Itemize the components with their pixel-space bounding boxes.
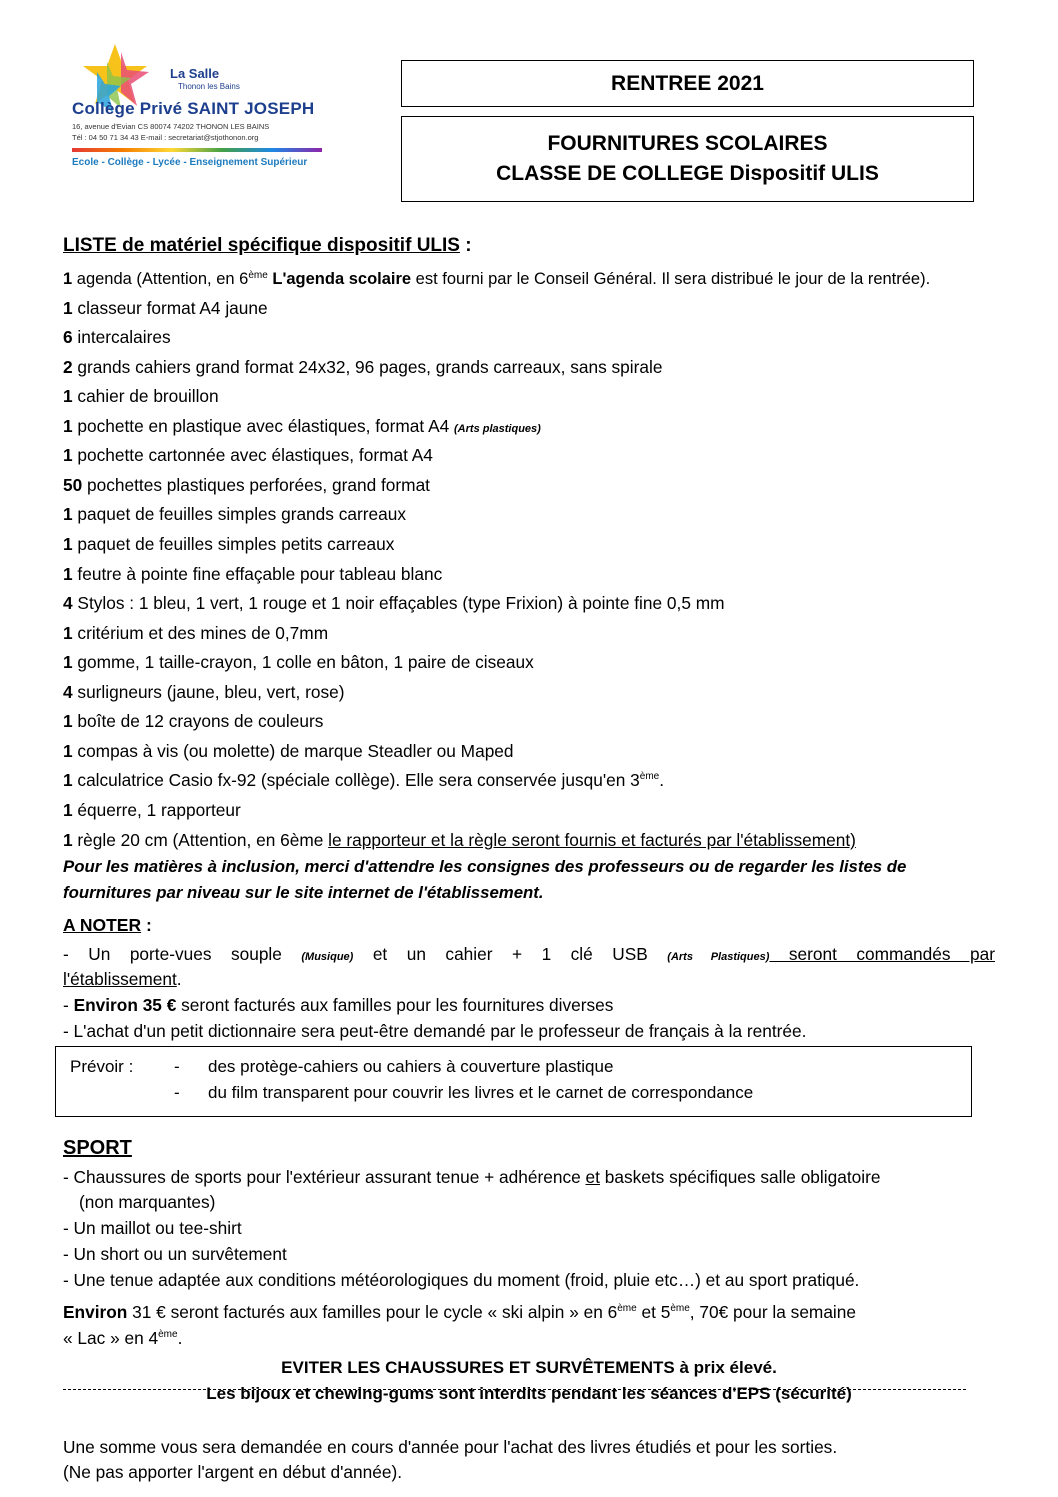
item-qty: 1 (63, 386, 73, 406)
sport-line-1-cont: (non marquantes) (79, 1192, 216, 1212)
list-item (63, 710, 323, 732)
inclusion-note-1: Pour les matières à inclusion, merci d'attendre les consignes des professeurs ou de regarder les listes de (63, 857, 907, 876)
item-text: agenda (Attention, en 6 (72, 270, 249, 288)
prevoir-item: du film transparent pour couvrir les livres et le carnet de correspondance (208, 1083, 754, 1102)
a-noter-colon: : (141, 915, 152, 935)
item-text: intercalaires (72, 327, 171, 347)
sport-cost-text: « Lac » en 4 (63, 1328, 159, 1348)
prevoir-dash: - (174, 1083, 180, 1102)
a-noter-note-arts: (Arts Plastiques) (667, 951, 770, 963)
list-item (63, 503, 406, 525)
item-underlined: le rapporteur et la règle seront fournis et facturés par l'établissement) (328, 830, 856, 850)
logo-lasalle: La Salle (170, 66, 220, 81)
a-noter-text: - (63, 995, 74, 1015)
sport-cost-text: 31 € seront facturés aux familles pour le cycle « ski alpin » en 6 (127, 1302, 618, 1322)
item-text: gomme, 1 taille-crayon, 1 colle en bâton, 1 paire de ciseaux (72, 652, 534, 672)
item-sup: ème (248, 270, 268, 281)
sport-line-1 (63, 1166, 880, 1188)
a-noter-underlined: seront commandés par (769, 944, 995, 964)
item-text: classeur format A4 jaune (72, 298, 268, 318)
logo-contact: Tél : 04 50 71 34 43 E-mail : secretariat@stjothonon.org (72, 133, 259, 142)
list-item (63, 533, 394, 555)
item-qty: 6 (63, 327, 73, 347)
item-text: critérium et des mines de 0,7mm (72, 623, 329, 643)
inclusion-note-2: fournitures par niveau sur le site internet de l'établissement. (63, 883, 544, 902)
sport-cost-1 (63, 1301, 856, 1323)
list-item (63, 651, 534, 673)
list-item (63, 563, 442, 585)
item-text: pochette cartonnée avec élastiques, format A4 (72, 445, 433, 465)
a-noter-title: A NOTER (63, 915, 142, 935)
dashed-separator (63, 1389, 966, 1390)
item-text: Stylos : 1 bleu, 1 vert, 1 rouge et 1 noir effaçables (type Frixion) à pointe fine 0,5 mm (72, 593, 725, 613)
list-item (63, 415, 541, 440)
sport-cost-2 (63, 1327, 182, 1349)
item-qty: 1 (63, 623, 73, 643)
list-item (63, 829, 856, 851)
sport-cost-text: et 5 (636, 1302, 671, 1322)
sport-text: - Chaussures de sports pour l'extérieur assurant tenue + adhérence (63, 1167, 586, 1187)
item-qty: 1 (63, 800, 73, 820)
list-item (63, 444, 433, 466)
list-item (63, 799, 241, 821)
list-item (63, 356, 662, 378)
prevoir-label: Prévoir : (70, 1057, 134, 1076)
sport-cost-text: . (177, 1328, 183, 1348)
a-noter-text: et un cahier + 1 clé USB (353, 944, 668, 964)
prevoir-box (55, 1046, 972, 1117)
item-text: grands cahiers grand format 24x32, 96 pages, grands carreaux, sans spirale (72, 357, 663, 377)
a-noter-bold: Environ 35 € (73, 995, 177, 1015)
prevoir-dash: - (174, 1057, 180, 1076)
liste-title-colon: : (459, 235, 472, 256)
item-qty: 1 (63, 298, 73, 318)
item-sup: ème (639, 771, 660, 782)
item-text: paquet de feuilles simples petits carreaux (72, 534, 395, 554)
logo-college-name: Collège Privé SAINT JOSEPH (72, 99, 315, 118)
a-noter-note-musique: (Musique) (301, 951, 354, 963)
item-text: calculatrice Casio fx-92 (spéciale collège). Elle sera conservée jusqu'en 3 (72, 770, 640, 790)
a-noter-text: - Un porte-vues souple (63, 944, 302, 964)
item-qty: 1 (63, 564, 73, 584)
warning-shoes: EVITER LES CHAUSSURES ET SURVÊTEMENTS à prix élevé. (281, 1358, 777, 1377)
sport-text: baskets spécifiques salle obligatoire (599, 1167, 881, 1187)
liste-title: LISTE de matériel spécifique dispositif ULIS (63, 235, 460, 256)
list-item (63, 592, 725, 614)
item-qty: 1 (63, 770, 73, 790)
rentree-title: RENTREE 2021 (611, 72, 764, 95)
a-noter-line-2 (63, 968, 182, 990)
item-qty: 4 (63, 682, 73, 702)
list-item (63, 474, 430, 496)
list-item (63, 297, 268, 319)
item-qty: 1 (63, 445, 73, 465)
list-item (63, 769, 664, 791)
item-qty: 1 (63, 416, 73, 436)
item-text: compas à vis (ou molette) de marque Steadler ou Maped (72, 741, 514, 761)
sport-cost-sup: ème (158, 1329, 178, 1340)
list-item (63, 740, 514, 762)
item-qty: 1 (63, 270, 73, 288)
logo-levels: Ecole - Collège - Lycée - Enseignement Supérieur (72, 157, 308, 168)
item-qty: 1 (63, 830, 73, 850)
school-logo (72, 42, 332, 182)
sport-line-3: - Un short ou un survêtement (63, 1244, 287, 1264)
prevoir-item: des protège-cahiers ou cahiers à couverture plastique (208, 1057, 614, 1076)
sport-line-2: - Un maillot ou tee-shirt (63, 1218, 242, 1238)
item-note: (Arts plastiques) (454, 423, 541, 435)
liste-heading (63, 235, 472, 257)
item-text: pochettes plastiques perforées, grand format (82, 475, 430, 495)
a-noter-line-3 (63, 994, 613, 1016)
logo-color-bar (72, 148, 322, 152)
item-text: feutre à pointe fine effaçable pour tableau blanc (72, 564, 443, 584)
item-text: surligneurs (jaune, bleu, vert, rose) (72, 682, 345, 702)
fournitures-box (401, 116, 974, 202)
a-noter-text: . (176, 969, 182, 989)
item-qty: 2 (63, 357, 73, 377)
item-qty: 1 (63, 711, 73, 731)
item-text: équerre, 1 rapporteur (72, 800, 241, 820)
sport-cost-bold: Environ (63, 1302, 128, 1322)
list-item (63, 326, 171, 348)
item-text: boîte de 12 crayons de couleurs (72, 711, 324, 731)
item-qty: 1 (63, 652, 73, 672)
list-item (63, 268, 930, 290)
item-text: pochette en plastique avec élastiques, format A4 (72, 416, 455, 436)
item-qty: 1 (63, 741, 73, 761)
a-noter-line-1 (63, 943, 995, 968)
logo-city: Thonon les Bains (178, 82, 240, 91)
a-noter-text: seront facturés aux familles pour les fournitures diverses (176, 995, 614, 1015)
list-item (63, 681, 344, 703)
footer-line-1: Une somme vous sera demandée en cours d'année pour l'achat des livres étudiés et pour les sorties. (63, 1437, 838, 1457)
sport-line-4: - Une tenue adaptée aux conditions météorologiques du moment (froid, pluie etc…) et au sport pratiqué. (63, 1270, 860, 1290)
sport-title: SPORT (63, 1137, 132, 1159)
item-text: règle 20 cm (Attention, en 6ème (72, 830, 329, 850)
sport-cost-text: , 70€ pour la semaine (689, 1302, 856, 1322)
item-rest: . (659, 770, 665, 790)
item-qty: 50 (63, 475, 83, 495)
item-qty: 1 (63, 504, 73, 524)
rentree-box (401, 60, 974, 107)
warning-jewelry: Les bijoux et chewing-gums sont interdits pendant les séances d'EPS (sécurité) (206, 1384, 852, 1403)
item-text: cahier de brouillon (72, 386, 219, 406)
item-text: paquet de feuilles simples grands carreaux (72, 504, 406, 524)
sport-cost-sup: ème (617, 1303, 637, 1314)
item-rest: est fourni par le Conseil Général. Il sera distribué le jour de la rentrée). (411, 270, 931, 288)
logo-address: 16, avenue d'Evian CS 80074 74202 THONON LES BAINS (72, 122, 270, 131)
list-item (63, 385, 219, 407)
item-qty: 4 (63, 593, 73, 613)
sport-cost-sup: ème (670, 1303, 690, 1314)
sport-underlined: et (585, 1167, 600, 1187)
a-noter-heading (63, 914, 152, 936)
fournitures-title: FOURNITURES SCOLAIRES (547, 132, 828, 155)
item-bold: L'agenda scolaire (267, 270, 412, 288)
footer-line-2: (Ne pas apporter l'argent en début d'année). (63, 1462, 403, 1482)
a-noter-underlined: l'établissement (63, 969, 177, 989)
list-item (63, 622, 328, 644)
item-qty: 1 (63, 534, 73, 554)
classe-title: CLASSE DE COLLEGE Dispositif ULIS (496, 162, 879, 185)
a-noter-line-4: - L'achat d'un petit dictionnaire sera peut-être demandé par le professeur de français à la rentrée. (63, 1021, 807, 1041)
